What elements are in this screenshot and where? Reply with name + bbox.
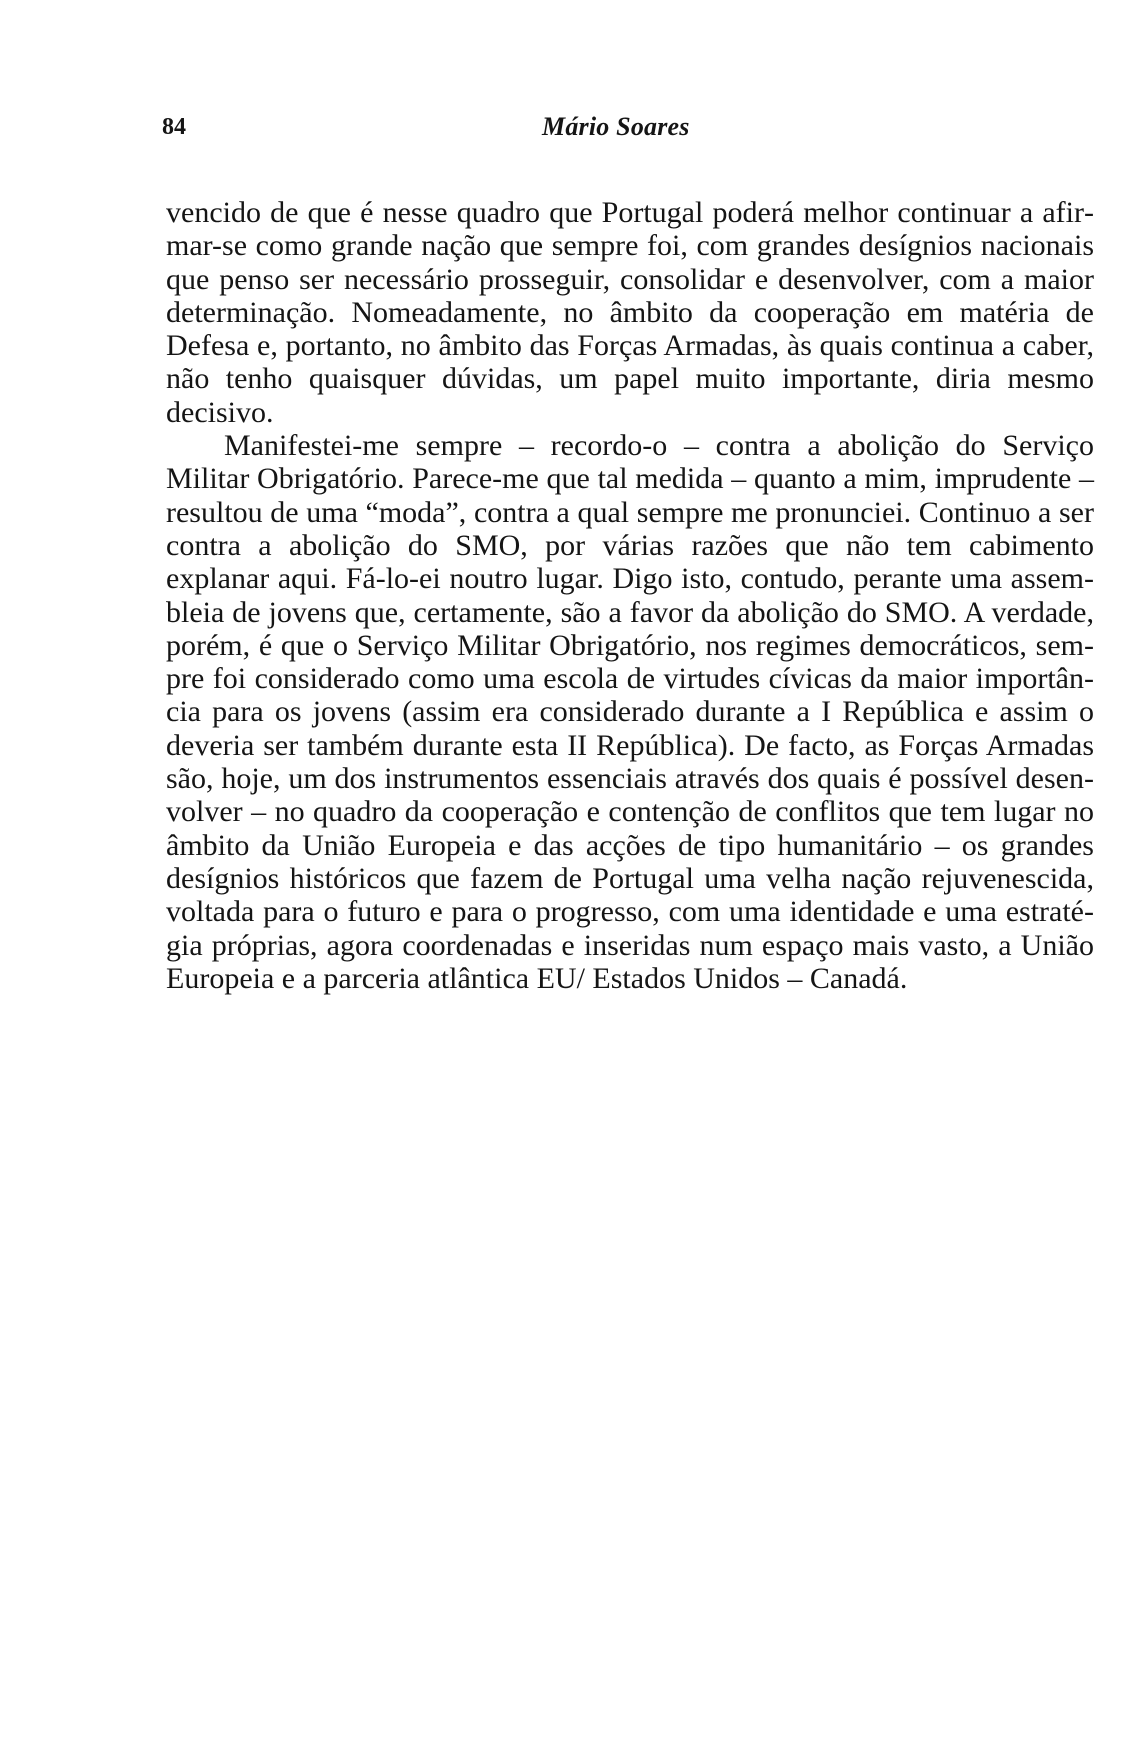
page-header (162, 110, 1093, 144)
page-number: 84 (162, 114, 186, 140)
running-title: Mário Soares (542, 112, 690, 141)
paragraph-continuation: vencido de que é nesse quadro que Portugal poderá melhor continuar a afirmar-se como grande nação que sempre foi, com grandes desígnios nacionais que penso ser necessário prosseguir, consolidar e desenvolver, com a maior determinação. Nomeadamente, no âmbito da cooperação em matéria de Defesa e, portanto, no âmbito das Forças Armadas, às quais continua a caber, não tenho quaisquer dúvidas, um papel muito importante, diria mesmo decisivo. (166, 196, 1094, 429)
paragraph: Manifestei-me sempre – recordo-o – contra a abolição do Serviço Militar Obrigatório. Parece-me que tal medida – quanto a mim, imprudente – resultou de uma “moda”, contra a qual sempre me pronunciei. Continuo a ser contra a abolição do SMO, por várias razões que não tem cabimento explanar aqui. Fá-lo-ei noutro lugar. Digo isto, contudo, perante uma assembleia de jovens que, certamente, são a favor da abolição do SMO. A verdade, porém, é que o Serviço Militar Obrigatório, nos regimes democráticos, sempre foi considerado como uma escola de virtudes cívicas da maior importância para os jovens (assim era considerado durante a I República e assim o deveria ser também durante esta II República). De facto, as Forças Armadas são, hoje, um dos instrumentos essenciais através dos quais é possível desenvolver – no quadro da cooperação e contenção de conflitos que tem lugar no âmbito da União Europeia e das acções de tipo humanitário – os grandes desígnios históricos que fazem de Portugal uma velha nação rejuvenescida, voltada para o futuro e para o progresso, com uma identidade e uma estratégia próprias, agora coordenadas e inseridas num espaço mais vasto, a União Europeia e a parceria atlântica EU/ Estados Unidos – Canadá. (166, 429, 1094, 995)
body-text (166, 196, 1094, 995)
